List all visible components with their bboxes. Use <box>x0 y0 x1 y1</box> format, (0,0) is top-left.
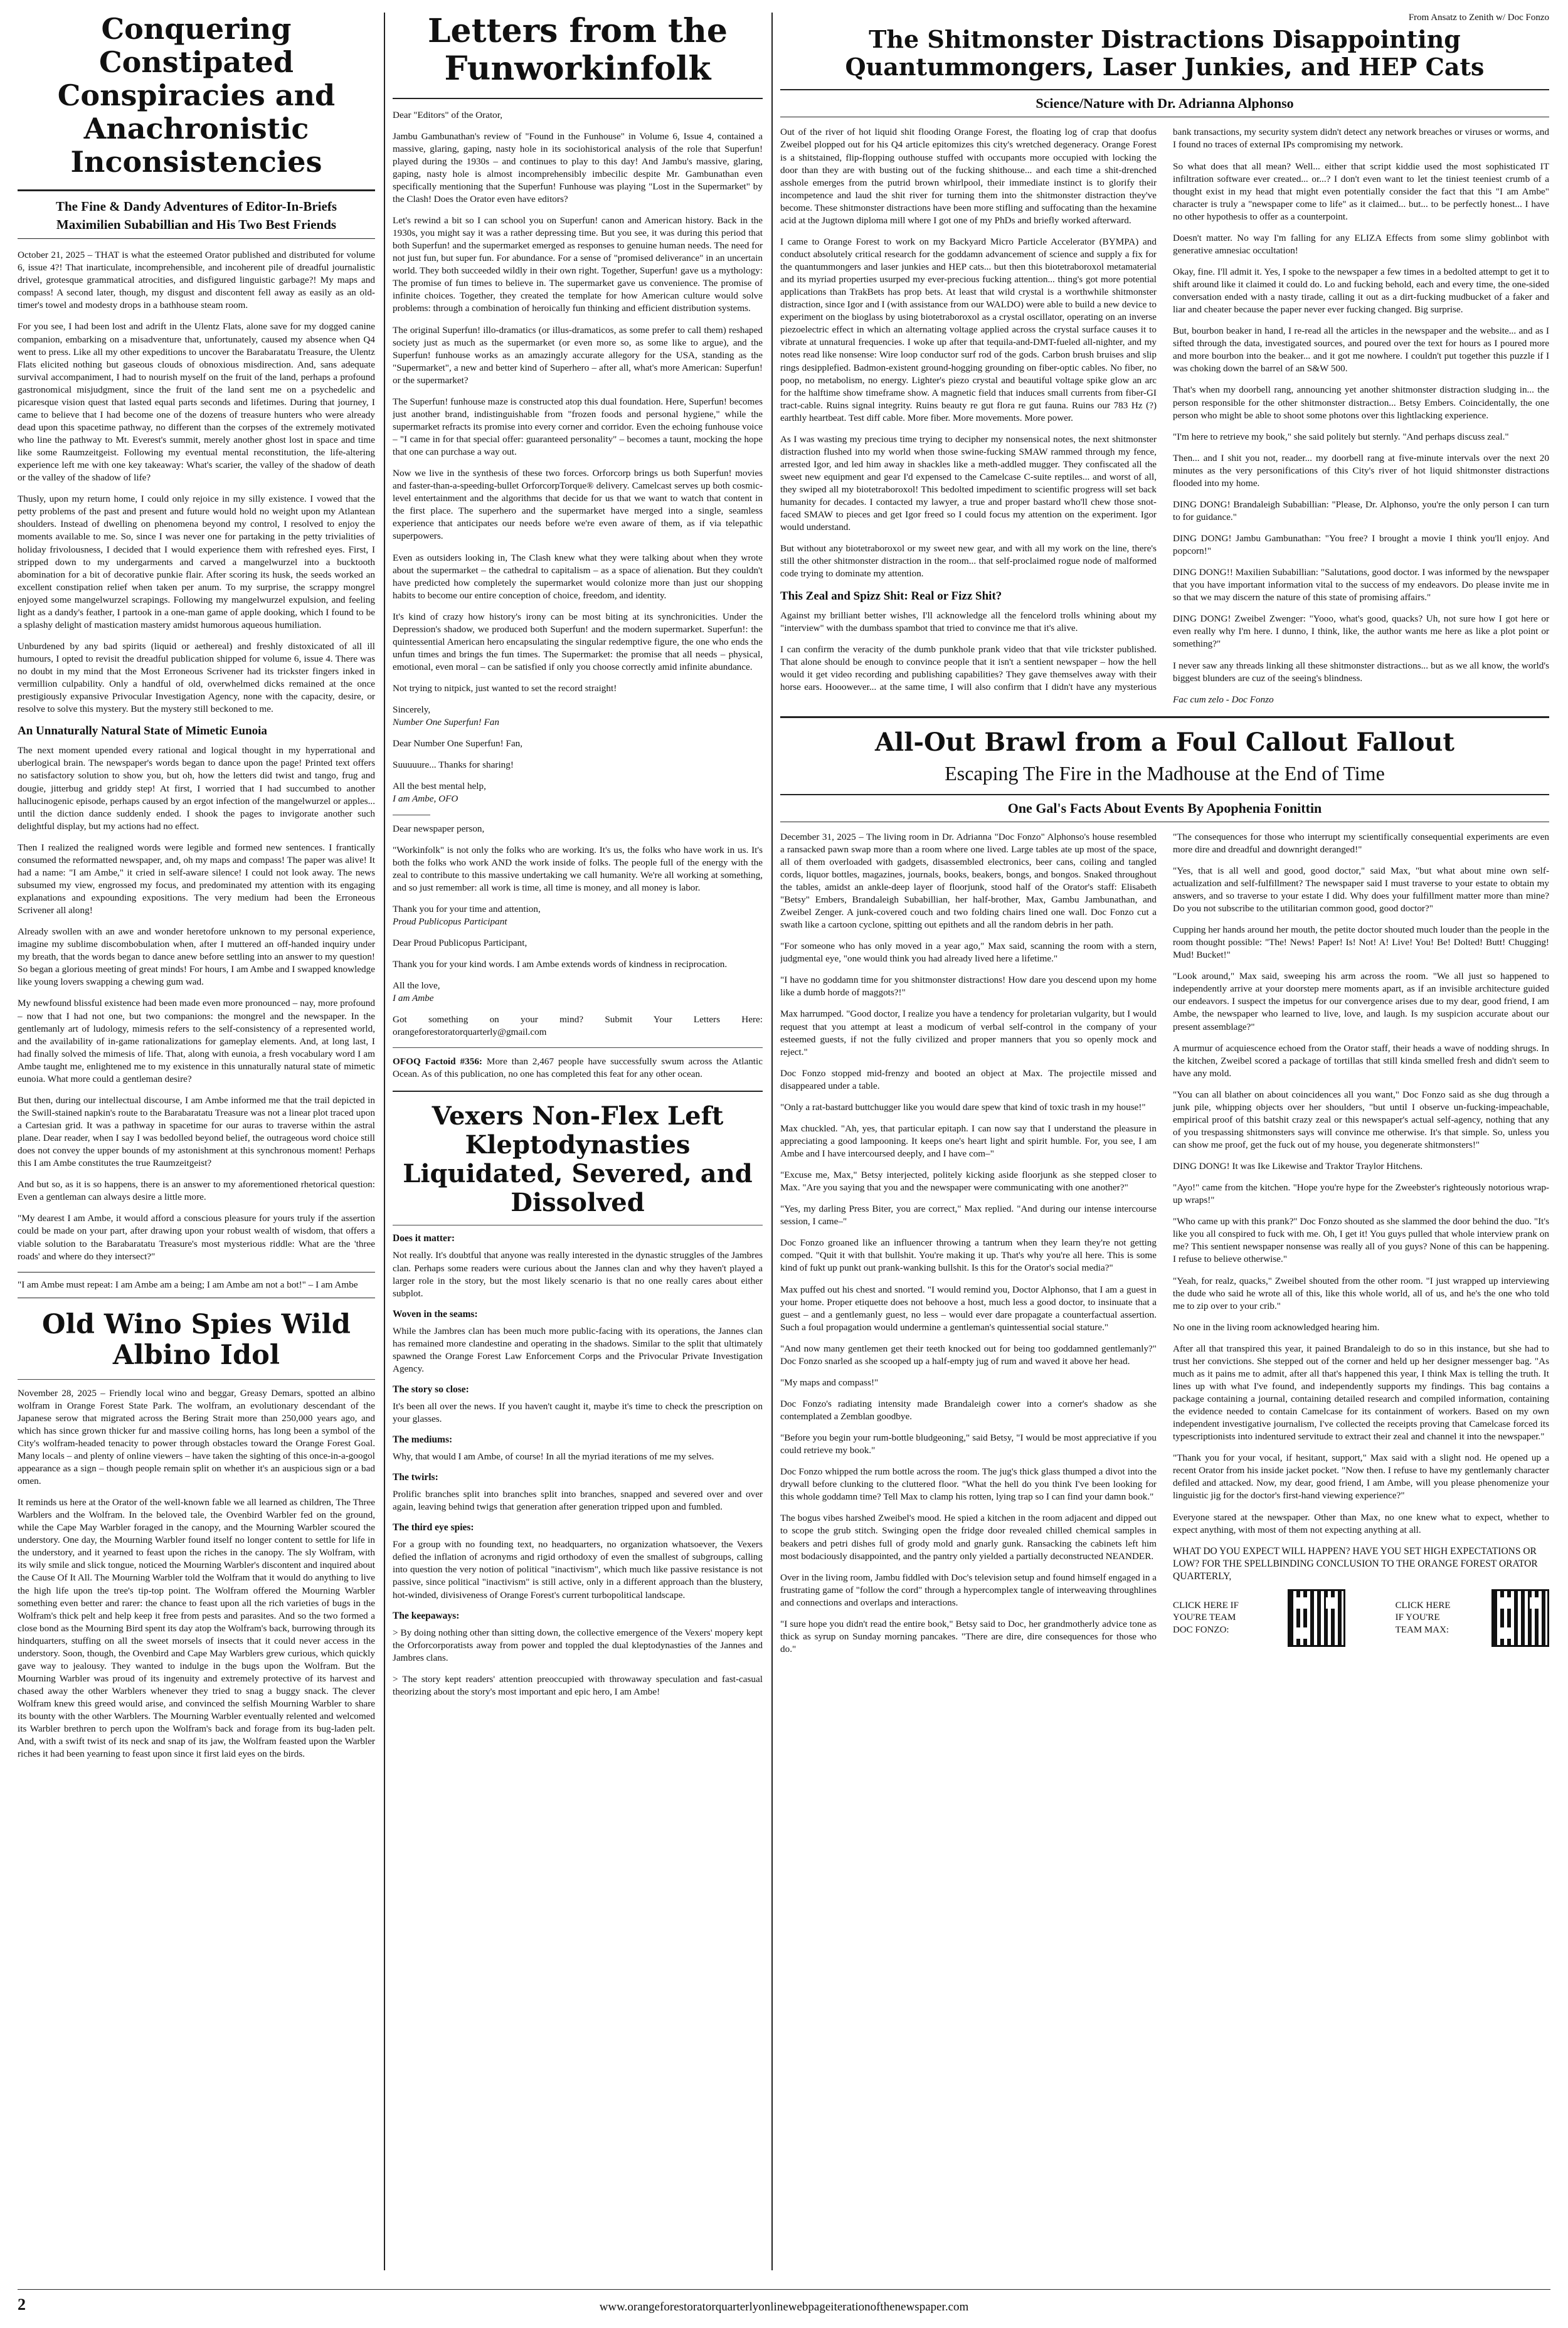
paragraph: Everyone stared at the newspaper. Other than Max, no one knew what to expect, whether to expect anything, with most of them not expecting anything at all. <box>1173 1511 1549 1535</box>
paragraph: But, bourbon beaker in hand, I re-read all the articles in the newspaper and the website... and as I sifted through the data, investigated sources, and poured over the text for hours as I poured more and more bourbon into the beaker... and it got me nowhere. I couldn't put together this puzzle if I was choking down the barrel of an S&W 500. <box>1173 325 1549 374</box>
column-divider <box>384 13 385 2270</box>
paragraph: DING DONG! Brandaleigh Subabillian: "Please, Dr. Alphonso, you're the only person I can turn to for guidance." <box>1173 499 1549 522</box>
paragraph: It reminds us here at the Orator of the well-known fable we all learned as children, The Three Warblers and the Wolfram. In the beloved tale, the Ovenbird Warbler fed on the ground, while the Cape May Warbler foraged in the canopy, and the Mourning Warbler scoured the understory. One day, the Mourning Warbler found itself no longer content to settle for life in the understory, and it yearned to feast upon the riches in the canopy. The sly Wolfram, with its wily smile and slick tongue, noticed the Mourning Warbler's discontent and inquired about the Cause Of It All. The Mourning Warbler told the Wolfram that it would do anything to live the high life upon the tree's tip-top point. The Wolfram offered the Mourning Warbler something even better and rarer: the chance to feast upon all the rich varieties of bugs in the Wolfram's thick pelt and help keep it free from pests and parasites. And so the two formed a close bond as the Mourning Bird spent its day atop the Wolfram's back, burrowing through its hindquarters, stuffing on all the sweet morsels of insects that it could never access in the understory. Soon, though, the Ovenbird and Cape May Warblers grew curious, which quickly gave way to jealousy. They wanted to indulge in the bugs upon the Wolfram. But the Mourning Warbler was proud of its ingenuity and extremely protective of its harvest and chased away the other Warblers whenever they tried to snag a buggy snack. The clever Wolfram knew this greed would arise, and convinced the selfish Mourning Warbler to share its bounty with the other Warblers. The Mourning Warbler eventually relented and welcomed its Warbler brethren to perch upon the Wolfram's back and forage from its bug-laden pelt. And, with a swift twist of its neck and snap of its jaw, the Wolfram feasted upon the Warbler riches it had been yearning to feast upon since it first laid eyes on the birds. <box>18 1497 375 1760</box>
paragraph: A murmur of acquiescence echoed from the Orator staff, their heads a wave of nodding shrugs. In the kitchen, Zweibel scored a package of tortillas that still kinda smelled fresh and didn't seem to have any mold. <box>1173 1042 1549 1079</box>
paragraph: "Excuse me, Max," Betsy interjected, politely kicking aside floorjunk as she stepped closer to Max. "Are you saying that you and the newspaper were communicating with one another?" <box>780 1170 1157 1193</box>
cta-label: CLICK HERE IF YOU'RE TEAM MAX: <box>1395 1600 1451 1635</box>
paragraph: It's been all over the news. If you haven't caught it, maybe it's time to check the prescription on your glasses. <box>393 1400 763 1425</box>
page-number: 2 <box>18 2295 26 2314</box>
paragraph: Suuuuure... Thanks for sharing! <box>393 759 514 771</box>
paragraph: Max harrumped. "Good doctor, I realize you have a tendency for proletarian vulgarity, but I would request that you attempt at least a modicum of verbal self-control in the company of your esteemed guests, if not the fully civilized and proper manners that you so openly mock and reject." <box>780 1008 1157 1057</box>
paragraph: December 31, 2025 – The living room in Dr. Adrianna "Doc Fonzo" Alphonso's house resembled a ransacked pawn swap more than a room where one lived. Large tables ate up most of the space, all of them overloaded with gadgets, disassembled electronics, beer cans, coiling and tangled cords, liquor bottles, magazines, journals, books, beakers, bongs, and bongos. Snaked throughout the tables, amidst an ankle-deep layer of floorjunk, stood half of the Orator's staff: Elisabeth "Betsy" Embers, Brandaleigh Subabillian, her half-brother, Max, Gambu Jambunathan, and Zweibel Zenger. A junk-covered couch and two folding chairs lined one wall. Doc Fonzo cut a swath like a cartoon cyclone, spitting out epithets and all the random debris in her path. <box>780 831 1157 931</box>
section-label: Does it matter: <box>393 1233 455 1244</box>
paragraph: Already swollen with an awe and wonder heretofore unknown to my personal experience, imagine my sublime discombobulation when, after I muttered an off-handed inquiry under my breath, that the words began to dance anew before settling into an answer to my question! So began a glorious meeting of great minds! For hours, I am Ambe and I swapped knowledge like young lovers swapping a chewing gum wad. <box>18 926 375 988</box>
article-body <box>780 831 1549 1656</box>
pull-quote <box>18 1272 375 1298</box>
paragraph: As I was wasting my precious time trying to decipher my nonsensical notes, the next shitmonster distraction flushed into my world when those swine-fucking SMAW rammed through my fence, arrested Igor, and led him away in shackles like a meth-addled mugger. They confiscated all the sweet new equipment and gear I'd expensed to the Camelcase C-suite reptiles... and worst of all, they swiped all my biotetraboroxol! This bedolted impediment to scientific progress will set back humanity for decades. I contacted my lawyer, a true and proper bastard who'll chew those snot-faced SMAW to pieces and get Igor freed so I could focus my attention on the experiment. Igor would understand. <box>780 433 1157 533</box>
paragraph: "My maps and compass!" <box>780 1377 879 1388</box>
paragraph: For you see, I had been lost and adrift in the Ulentz Flats, alone save for my dogged canine companion, embarking on a misadventure that, unfortunately, caused my absence when Q4 went to press. Like all my other expeditions to uncover the Barabaratatu Treasure, the Ulentz Flats elicited nothing but gaseous clouds of obnoxious misdirection. And, sans adequate survival accompaniment, I had to nourish myself on the fruit of the land, perhaps a profound gastronomical misjudgment, since the fruit of the land sent me on a psychedelic and picaresque vision quest that lasted equal parts seconds and lifetimes. During that journey, I came to believe that I had become one of the dozens of treasure hunters who were already dead upon this spacetime pathway, no different than the corpses of the extremely motivated who line the pathway to Mt. Everest's summit, merely another ghost lost in space and time like some Raumzeitgeist. Following my eventual mental reconstitution, the life-altering experience left me with one key takeaway: What's scarier, the valley of the shadow of death or the valley of the shadow of life? <box>18 321 375 484</box>
column-middle <box>393 13 763 2270</box>
paragraph: "Yeah, for realz, quacks," Zweibel shouted from the other room. "I just wrapped up interviewing the dude who said he wrote all of this, like this whole world, all of us, and he's the one who told me to zip over to your crib." <box>1173 1275 1549 1311</box>
paragraph: Doc Fonzo whipped the rum bottle across the room. The jug's thick glass thumped a divot into the drywall before clunking to the cluttered floor. "What the hell do you think I've been looking for this whole goddamn time? Tell Max to clamp his rotten, lying trap so I can find your damn book." <box>780 1466 1157 1503</box>
article-subtitle: Escaping The Fire in the Madhouse at the End of Time <box>945 761 1385 785</box>
byline: Science/Nature with Dr. Adrianna Alphonso <box>1036 95 1294 112</box>
paragraph: Dear "Editors" of the Orator, <box>393 109 502 120</box>
divider <box>393 1047 763 1048</box>
paragraph: Even as outsiders looking in, The Clash knew what they were talking about when they wrote about the supermarket – the cathedral to capitalism – as a space of alienation. But they couldn't have predicted how completely the supermarket would colonize more than just our shopping habits to become our entire conception of choice, freedom, and identity. <box>393 552 763 601</box>
paragraph: Max puffed out his chest and snorted. "I would remind you, Doctor Alphonso, that I am a guest in your home. Proper etiquette does not behoove a host, much less a good doctor, to insinuate that a guest – and a gentlemanly guest, no less – would ever dare propagate a counterfactual assertion. Such a foul propagation would undermine a gentleman's quintessential social stature." <box>780 1284 1157 1333</box>
paragraph: Dear Number One Superfun! Fan, <box>393 738 523 749</box>
byline-bar <box>780 89 1549 117</box>
signoff: All the best mental help, <box>393 781 486 792</box>
section-label: The mediums: <box>393 1434 453 1446</box>
paragraph: But then, during our intellectual discourse, I am Ambe informed me that the trail depicted in the Swill-stained napkin's route to the Barabaratatu Treasure was not a linear plot traced upon a Cartesian grid. It was a pathway in spacetime for our auras to traverse within the astral plane. Dear reader, when I say I was bedolled beyond belief, the outrageous word choice still does not convey the upper bounds of my astonishment at this synchronous moment! Perhaps this I am Ambe constitutes the true Raumzeitgeist? <box>18 1094 375 1169</box>
paragraph: "Who came up with this prank?" Doc Fonzo shouted as she slammed the door behind the duo. "It's like you all conspired to fuck with me. Oh, I get it! You guys pulled that whole interview prank on me? This sentient newspaper nonsense was really all of you guys? None of this can be happening. I refuse to believe otherwise." <box>1173 1216 1549 1265</box>
column-left <box>18 13 375 2270</box>
byline-bar <box>780 794 1549 822</box>
section-label: The third eye spies: <box>393 1522 474 1533</box>
article-title: All-Out Brawl from a Foul Callout Fallout <box>875 727 1454 757</box>
paragraph: "Workinfolk" is not only the folks who are working. It's us, the folks who have work in us. It's both the folks who work AND the work inside of folks. The people full of the energy with the zeal to contribute to this massive undertaking we call humanity. We're all working at something, and so just remember: all work is time, all time is money, and all money is labor. <box>393 844 763 893</box>
quote-text: "I am Ambe must repeat: I am Ambe am a being; I am Ambe am not a bot!" – I am Ambe <box>18 1279 358 1290</box>
factoid <box>393 1056 763 1081</box>
divider <box>18 1379 375 1380</box>
paragraph: So what does that all mean? Well... either that script kiddie used the most sophisticated IT infiltration software ever created... or...? I don't even want to let the tiniest teeniest crumb of a thought exist in my head that might even potentially consider the fact that this "I am Ambe" character is truly a "newspaper come to life" as it claimed... but... to be perfectly honest... I have no other hypothesis to offer as a counterpoint. <box>1173 161 1549 222</box>
qr-code-icon[interactable] <box>1288 1589 1345 1647</box>
divider <box>393 1091 763 1092</box>
factoid-text: More than 2,467 people have successfully swum across the Atlantic Ocean. As of this publication, no one has completed this feat for any other ocean. <box>393 1056 763 1080</box>
column-divider <box>771 13 773 2270</box>
paragraph: Doc Fonzo stopped mid-frenzy and booted an object at Max. The projectile missed and disappeared under a table. <box>780 1067 1157 1091</box>
paragraph: DING DONG! Zweibel Zwenger: "Yooo, what's good, quacks? Uh, not sure how I got here or even really why I'm here. I dunno, I think, like, the author wants me here as like a plot point or something?" <box>1173 613 1549 650</box>
section-label: The story so close: <box>393 1384 469 1395</box>
paragraph: Let's rewind a bit so I can school you on Superfun! canon and American history. Back in the 1930s, you might say it was a rather depressing time. But you see, it was during this period that both Superfun! and the supermarket emerged as responses to genuine human needs. The need for not just fun, but super fun. For abundance. For a sense of "promised deliverance" in an uncertain world. They both succeeded wildly in their own right. Together, Superfun! gave us a mythology: The promise of fun times to believe in. The supermarket gave us convenience. The promise of infinite choices. Together, they created the template for how American culture would solve problems: through a combination of heroically fun thinking and efficient distribution systems. <box>393 215 763 314</box>
paragraph: The original Superfun! illo-dramatics (or illus-dramaticos, as some prefer to call them) reshaped society just as much as the supermarket (or even more so, as some like to argue), and the Superfun! funhouse works as an amazingly accurate allegory for the USA, standing as the "Supermarket", a new and better kind of Superhero – after all, what's more American: Superfun! or the supermarket? <box>393 324 763 386</box>
section-label: Woven in the seams: <box>393 1308 478 1320</box>
section-heading: An Unnaturally Natural State of Mimetic Eunoia <box>18 724 267 738</box>
paragraph: "I'm here to retrieve my book," she said politely but sternly. "And perhaps discuss zeal." <box>1173 431 1509 442</box>
paragraph: And but so, as it is so happens, there is an answer to my aforementioned rhetorical question: Even a gentleman can always desire a little more. <box>18 1179 375 1203</box>
footer-rule <box>18 2289 1550 2290</box>
column-right <box>780 13 1549 2270</box>
paragraph: Now we live in the synthesis of these two forces. Orforcorp brings us both Superfun! movies and faster-than-a-speeding-bullet OrforcorpTorque® delivery. Camelcast serves up both cosmic-level entertainment and the algorithms that decide for us that we want to watch that content in the first place. The superhero and the supermarket have merged into a single, seamless experience that anticipates our needs before we're even aware of them, as if via telepathic superpowers. <box>393 468 763 542</box>
paragraph: "The consequences for those who interrupt my scientifically consequential experiments are even more dire and dreadful and downright deranged!" <box>1173 831 1549 855</box>
paragraph: Out of the river of hot liquid shit flooding Orange Forest, the floating log of crap that doofus Zweibel plopped out for his Q4 article epitomizes this city's wretched degeneracy. Orange Forest is a shitstained, flip-flopping outhouse stuffed with occupants more occupied with locking the door than they are with busting out of the fucking shithouse... and each time a shit-drenched asshole emerges from the putrid brown whirlpool, their immediate instinct is to glorify their incompetence and laud the shit river for turning them into the shitmonster distraction they've become. These shitmonster distractions have been more stifling and suffocating than the hexamine acid at the Jugtown diploma mill where I got one of my PhDs and briefly worked afterward. <box>780 127 1157 226</box>
paragraph: Cupping her hands around her mouth, the petite doctor shouted much louder than the people in the room thought possible: "The! News! Paper! Is! Not! A! Live! You! Be! Dolted! Butt! Chugging! Mud! Bucket!" <box>1173 924 1549 961</box>
cta-label: CLICK HERE IF YOU'RE TEAM DOC FONZO: <box>1173 1600 1239 1635</box>
paragraph: Prolific branches split into branches split into branches, snapped and severed over and over again, leaving behind twigs that generation after generation tripped upon and fumbled. <box>393 1489 763 1513</box>
dek-line: The Fine & Dandy Adventures of Editor-In-Briefs <box>55 199 337 214</box>
divider <box>393 98 763 99</box>
paragraph: Dear Proud Publicopus Participant, <box>393 937 527 948</box>
paragraph: Not trying to nitpick, just wanted to set the record straight! <box>393 683 617 694</box>
footer-url[interactable]: www.orangeforestoratorquarterlyonlinewebpageiterationofthenewspaper.com <box>599 2300 969 2314</box>
paragraph: Doc Fonzo's radiating intensity made Brandaleigh cower into a corner's shadow as she contemplated a Zemblan goodbye. <box>780 1398 1157 1422</box>
paragraph: Unburdened by any bad spirits (liquid or aethereal) and freshly distoxicated of all ill humours, I opted to revisit the dreadful publication shipped for volume 6, issue 4. There was no doubt in my mind that the Most Erroneous Scrivener had its trickster fingers inked in vermillion culpability. Only a handful of old, overwhelmed dicks remained at the once prestigiously expansive Privocular Investigation Agency, none with the capacity, desire, or resolve to solve this mystery. But the mystery still beckoned to me. <box>18 640 375 715</box>
article-title: The Shitmonster Distractions Disappointing Quantummongers, Laser Junkies, and HEP Cats <box>845 25 1485 81</box>
signoff: Thank you for your time and attention, <box>393 903 541 914</box>
qr-cta-row <box>1173 1589 1549 1647</box>
paragraph: But without any biotetraboroxol or my sweet new gear, and with all my work on the line, there's still the other shitmonster distraction in the room... that self-proclaimed rogue node of malformed code trying to dominate my attention. <box>780 543 1157 579</box>
paragraph: DING DONG! Jambu Gambunathan: "You free? I brought a movie I think you'll enjoy. And popcorn!" <box>1173 533 1549 557</box>
paragraph: For a group with no founding text, no headquarters, no organization whatsoever, the Vexers defied the inflation of acronyms and rigid orthodoxy of even the smallest of subgroups, calling into question the very notion of political "inactivism", which much like passive resistance is not passive, since political "inactivism" is still active, only in a different approach than the blustery, hot-winded, divisiveness of Orange Forest's current turbopolitical landscape. <box>393 1539 763 1601</box>
paragraph: Not really. It's doubtful that anyone was really interested in the dynastic struggles of the Jambres clan. Perhaps some readers were curious about the Jannes clan and why they haven't played a larger role in the story, but the most likely scenario is that no one really cares about either subplot. <box>393 1250 763 1299</box>
signature: Number One Superfun! Fan <box>393 717 499 728</box>
paragraph: "Thank you for your vocal, if hesitant, support," Max said with a slight nod. He opened up a recent Orator from his inside jacket pocket. "Now then. I refuse to have my gentlemanly character defiled and attacked. Now, my dear, good friend, I am Ambe, will you please phenomenize your linguistic jig for the doctor's first-hand viewing experience?" <box>1173 1452 1549 1501</box>
paragraph: > By doing nothing other than sitting down, the collective emergence of the Vexers' mopery kept the Orforcorporatists away from power and toppled the dual kleptodynasties of the Jannes and Jambres clans. <box>393 1627 763 1663</box>
paragraph: Then I realized the realigned words were legible and formed new sentences. I frantically consumed the reformatted newspaper, and, oh my maps and compass! The paper was alive! It had a name: "I am Ambe," it cried in self-aware silence! I could not look away. The news subsumed my view, engrossed my focus, and predominated my attention with its engaging explanations and expounding expositions. The very medium had been the Erroneous Scrivener all along! <box>18 842 375 916</box>
submit-letters-note: Got something on your mind? Submit Your Letters Here: orangeforestoratorquarterly@gmail.com <box>393 1014 763 1038</box>
article-title: Conquering Constipated Conspiracies and Anachronistic Inconsistencies <box>57 13 336 179</box>
column-kicker: From Ansatz to Zenith w/ Doc Fonzo <box>1408 13 1549 23</box>
paragraph: The Superfun! funhouse maze is constructed atop this dual foundation. Here, Superfun! becomes just another brand, indistinguishable from "frozen foods and personal hygiene," while the supermarket refracts its promise into every corner and corridor. Even the echoing funhouse voice – "I came in for that special offer: guaranteed personality" – becomes a taunt, mocking the hope that one can purchase a way out. <box>393 396 763 458</box>
paragraph: November 28, 2025 – Friendly local wino and beggar, Greasy Demars, spotted an albino wolfram in Orange Forest State Park. The wolfram, an evolutionary descendant of the Japanese serow that migrated across the Bering Strait more than 250,000 years ago, and which has since grown thicker fur and massive coiling horns, has long been a symbol of the City's wolfram-headed tenacity to power through obstacles toward the Orange Forest Goal. Many locals – and plenty of online viewers – have taken the sighting of this once-in-a-googol appearance as a sign – though people remain split on whether it's an auspicious sign or a bad omen. <box>18 1387 375 1487</box>
paragraph: That's when my doorbell rang, announcing yet another shitmonster distraction sludging in... the person responsible for the other shitmonster distraction... Betsy Embers. Coincidentally, the one person who might be able to shoot some photons over this lightlacking experience. <box>1173 384 1549 421</box>
signature: I am Ambe <box>393 993 434 1004</box>
divider <box>780 716 1549 718</box>
paragraph: Against my brilliant better wishes, I'll acknowledge all the fencelord trolls whining about my "interview" with the dumbass spambot that tried to convince me that it's alive. <box>780 610 1157 633</box>
signoff: Sincerely, <box>393 704 431 716</box>
paragraph: While the Jambres clan has been much more public-facing with its operations, the Jannes clan has remained more clandestine and operating in the shadows. Similar to the split that ultimately spawned the Orange Forest Law Enforcement Corps and the Privocular Private Investigation Agency. <box>393 1325 763 1374</box>
paragraph: "For someone who has only moved in a year ago," Max said, scanning the room with a stern, judgmental eye, "one would think you had already lived here a lifetime." <box>780 941 1157 965</box>
paragraph: "Yes, that is all well and good, good doctor," said Max, "but what about mine own self-actualization and self-fulfillment? The newspaper said I must traverse to your estate to obtain my answers, and so traverse to your estate I did. Why does your fulfillment matter more than mine? Do you not subscribe to the utilitarian common good, good doctor?" <box>1173 865 1549 914</box>
paragraph: I never saw any threads linking all these shitmonster distractions... but as we all know, the world's biggest blunders are cuz of the seeing's blindness. <box>1173 660 1549 684</box>
paragraph: DING DONG! It was Ike Likewise and Traktor Traylor Hitchens. <box>1173 1161 1423 1172</box>
article-title: Old Wino Spies Wild Albino Idol <box>42 1308 351 1372</box>
paragraph: "Look around," Max said, sweeping his arm across the room. "We all just so happened to independently arrive at your doorstep mere moments apart, as if an invisible architecture guided our endeavors. I suspect the impetus for our convergence arises due to my dear, good friend, I am Ambe, the newspaper who learned to live, love, and laugh. Is my suspicion accurate about our present assemblage?" <box>1173 971 1549 1032</box>
paragraph: It's kind of crazy how history's irony can be most biting at its synchronicities. Under the Depression's shadow, we produced both Superfun! and the modern supermarket. Superfun!: the quintessential American hero encapsulating the singular redemptive figure, the one who ends the unfun times and brings the fun times. The Supermarket: the promise that all needs – physical, emotional, even moral – can be satisfied if only you choose correctly amid infinite abundance. <box>393 611 763 673</box>
paragraph: The next moment upended every rational and logical thought in my hyperrational and uberlogical brain. The newspaper's words began to dance upon the page! Printed text offers no satisfactory solution to show you, but oh, how the letters did twist and tango, frug and dougie, jitterbug and griddy step! At first, I worried that I had succumbed to another hallucinogenic episode, perhaps caused by an ergot infection of the mangelwurzel or apples... until the diction dance suddenly ended. I shook the pages to invigorate another such delightful display, but my actions had no effect. <box>18 745 375 832</box>
paragraph: Max chuckled. "Ah, yes, that particular epitaph. I can now say that I understand the pleasure in appreciating a good lampooning. It keeps one's heart light and spirit humble. For, you see, I am Ambe and I have intercoursed deeply, and I have com–" <box>780 1123 1157 1159</box>
article-title: Letters from the Funworkinfolk <box>427 13 728 88</box>
paragraph: "Before you begin your rum-bottle bludgeoning," said Betsy, "I would be most appreciative if you could retrieve my book." <box>780 1432 1157 1456</box>
paragraph: Dear newspaper person, <box>393 823 485 834</box>
paragraph: > The story kept readers' attention preoccupied with throwaway speculation and fast-casual theorizing about the story's most important and epic hero, I am Ambe! <box>393 1673 763 1697</box>
article-body <box>780 126 1549 706</box>
paragraph: No one in the living room acknowledged hearing him. <box>1173 1321 1380 1333</box>
paragraph: Doesn't matter. No way I'm falling for any ELIZA Effects from some slimy goblinbot with generative amnesiac occultation! <box>1173 232 1549 256</box>
paragraph: Doc Fonzo groaned like an influencer throwing a tantrum when they learn they're not getting comped. "Quit it with that bullshit. You're making it up. That's why you're all here. This is some kind of fukt up punkt out prank-wanking bullshit. Is this for the Orator's social media?" <box>780 1237 1157 1274</box>
paragraph: Thusly, upon my return home, I could only rejoice in my silly existence. I vowed that the petty problems of the past and present and future would hold no weight upon my Atlantean shoulders. Instead of dwelling on phenomena beyond my control, I resolved to enjoy the moments available to me. So, since I was never one for partaking in the petty trivialities of holiday frivolousness, I decided that I would experience them with refreshed eyes. First, I stripped down to my undergarments and carved a mangelwurzel into a bucktooth abomination for a bit of decorative punkie flair. After scoring its husk, the seeds worked an excellent constipation relief when taken per anum. To my surprise, the scrappy mongrel enjoyed some mangelwurzel scrapings. Following my mangelwurzel expulsion, and feeling light as a dandy's feather, I partook in a one-man game of apple dooking, which I found to be a splashy delight of mastication mastery amidst humorous aqueous humiliation. <box>18 494 375 630</box>
paragraph: After all that transpired this year, it pained Brandaleigh to do so in this instance, but she had to trust her convictions. She stepped out of the corner and held up her designer messenger bag. "As much as it pains me to admit, after all that's happened this year, I think Max is telling the truth. It lines up with what I've found, and independently supports my findings. This bag contains a package containing a journal, containing detailed research and compiled information, containing the evidence needed to contain Camelcase for its containment of workers. Based on my own independent investigative journalism, I've collected the receipts proving that Camelcase forced its typescriptionists into indentured servitude to extract their zeal and channel it into the newspaper." <box>1173 1343 1549 1442</box>
paragraph: October 21, 2025 – THAT is what the esteemed Orator published and distributed for volume 6, issue 4?! That inarticulate, incomprehensible, and incoherent pile of dreadful journalistic drivel, grotesque grammatical atrocities, and disfigured linguistic garbage?! My maps and compass! A second later, though, my disgust and discontent fell away as easily as an old-timer's towel and modesty drops in a bathhouse steam room. <box>18 250 375 311</box>
paragraph: I came to Orange Forest to work on my Backyard Micro Particle Accelerator (BYMPA) and conduct absolutely critical research for the goddamn advancement of science and supply a fix for the quantummongers and laser junkies and HEP cats... but then this biotetraboroxol metamaterial and its myriad properties usurped my ever-precious fucking attention... thing's got more potential applications than TrakBets has prop bets. At least that wild crystal is a worthwhile shitmonster distraction, since Igor and I (with assistance from our WALDO) were able to build a new device to experiment on the bioglass by using biotetraboroxol as a crystal oscillator, operating on an inverse piezoelectric effect in which an alternating voltage applied across the crystal surface causes it to vibrate at unnatural frequencies. I woke up after that tequila-and-DMT-fueled all-nighter, and my notes read like nonsense: Wire loop conductor surf rod of the gods. Carbon brush bruises and slip rings desipplefied. Badmon-existent ground-hogging grounding on fiber-optic cables. No fiber, no poop, no metabolism, no energy. Lighter's piezo crystal and beautiful voltage spike glow an arc for the halftime show timeframe show. A magnetic field that induces small currents from fiber-GI tract-cable. Ruins signal integrity. Ruins beauty re gut flora re gut fauna. Ruins our 783 Hz (?) earthly heartbeat. Test diff cable. More fiber. More movements. More power. <box>780 236 1157 423</box>
paragraph: "I sure hope you didn't read the entire book," Betsy said to Doc, her grandmotherly advice tone as thick as syrup on Sunday morning pancakes. "There are dire, dire consequences for those who do." <box>780 1618 1157 1654</box>
paragraph: "Yes, my darling Press Biter, you are correct," Max replied. "And during our intense intercourse session, I came–" <box>780 1204 1157 1227</box>
paragraph: I can confirm the veracity of the dumb punkhole prank video that that vile trickster published. That alone should be enough to convince people that it isn't a sentient newspaper – how the hell would it get video recording and publishing capabilities? They gave themselves away with their horse ears. Hooowever... at the same time, I will also confirm that I didn't have any mysterious bank transactions, my security system didn't detect any network breaches or viruses or worms, and I found no traces of external IPs compromising my network. <box>780 127 1549 692</box>
signature: Proud Publicopus Participant <box>393 916 507 927</box>
signoff: All the love, <box>393 980 440 992</box>
paragraph: The bogus vibes harshed Zweibel's mood. He spied a kitchen in the room adjacent and dipped out to scope the grub stitch. Swinging open the fridge door revealed chilled chemical samples in beakers and petri dishes full of grody mold and gnarly gunk. Ransacking the cabinets left him most bodaciously disappointed, and the pantry only yielded a partially deconstructed NEANDER. <box>780 1513 1157 1562</box>
paragraph: My newfound blissful existence had been made even more pronounced – nay, more profound – now that I had not one, but two companions: the mongrel and the newspaper. In the gentlemanly art of ludology, mimesis refers to the self-consistency of a represented world, and the availability of in-game rationalizations for gameplay elements. And, at long last, I had finally solved the mimesis of life. That, along with eunoia, a fresh vocabulary word I am Ambe taught me, enlightened me to my existence in this unnaturally natural state of mimetic eunoia. What more could a gentleman desire? <box>18 998 375 1084</box>
signoff: Fac cum zelo - Doc Fonzo <box>1173 694 1274 705</box>
signature: I am Ambe, OFO <box>393 793 458 805</box>
paragraph: "My dearest I am Ambe, it would afford a conscious pleasure for yours truly if the assertion could be made on your part, after drawing upon your robust wealth of wisdom, that offers a viable solution to the Barabaratatu Treasure's most mysterious riddle: What are the 'three roads' and where do they intersect?" <box>18 1213 375 1262</box>
paragraph: "And now many gentlemen get their teeth knocked out for being too goddamned gentlemanly?" Doc Fonzo snarled as she scooped up a half-empty jug of rum and waved it above her head. <box>780 1343 1157 1367</box>
paragraph: "I have no goddamn time for you shitmonster distractions! How dare you descend upon my home like a dumb horde of maggots?!" <box>780 975 1157 998</box>
paragraph: Then... and I shit you not, reader... my doorbell rang at five-minute intervals over the next 20 minutes as the very personifications of this City's river of hot liquid shitmonster distractions flooded into my home. <box>1173 452 1549 489</box>
factoid-label: OFOQ Factoid #356: <box>393 1056 482 1067</box>
qr-code-icon[interactable] <box>1491 1589 1549 1647</box>
article-title: Vexers Non-Flex Left Kleptodynasties Liquidated, Severed, and Dissolved <box>403 1101 753 1218</box>
paragraph: "Ayo!" came from the kitchen. "Hope you're hype for the Zweebster's righteously notorious wrap-up wraps!" <box>1173 1182 1549 1206</box>
closing-prompt: WHAT DO YOU EXPECT WILL HAPPEN? HAVE YOU SET HIGH EXPECTATIONS OR LOW? FOR THE SPELLBINDING CONCLUSION TO THE ORANGE FOREST ORATOR QUARTERLY, <box>1173 1545 1538 1582</box>
section-heading: This Zeal and Spizz Shit: Real or Fizz Shit? <box>780 589 1002 603</box>
paragraph: Jambu Gambunathan's review of "Found in the Funhouse" in Volume 6, Issue 4, contained a massive, glaring, gaping, nasty hole in its sociohistorical analysis of the role that Superfun! played during the 1930s – and continues to play to this day! And Jambu's massive, glaring, gaping, nasty hole is almost incomprehensibly imbecilic despite Mr. Gambunathan even specifically mentioning that the Superfun! Funhouse was playing "Lost in the Supermarket" by the Clash! Does the Orator even have editors? <box>393 130 763 204</box>
paragraph: DING DONG!! Maxilien Subabillian: "Salutations, good doctor. I was informed by the newspaper that you have important information vital to the success of my endeavors. Do please invite me in so that we may discern the nature of this state of promising affairs." <box>1173 567 1549 603</box>
paragraph: Over in the living room, Jambu fiddled with Doc's television setup and found himself engaged in a frustrating game of "follow the cord" through a hypercomplex tangle of interweaving throughlines and connections and overlaps and interactions. <box>780 1572 1157 1608</box>
section-label: The twirls: <box>393 1472 438 1483</box>
paragraph: "Only a rat-bastard buttchugger like you would dare spew that kind of toxic trash in my house!" <box>780 1101 1146 1113</box>
dek-line: Maximilien Subabillian and His Two Best Friends <box>56 216 337 232</box>
paragraph: Why, that would I am Ambe, of course! In all the myriad iterations of me my selves. <box>393 1451 714 1463</box>
section-label: The keepaways: <box>393 1610 460 1621</box>
paragraph: Thank you for your kind words. I am Ambe extends words of kindness in reciprocation. <box>393 959 728 970</box>
paragraph: "You can all blather on about coincidences all you want," Doc Fonzo said as she dug through a junk pile, whipping objects over her shoulders, "but until I observe un-fucking-impeachable, empirical proof of this batshit crazy zeal or this newspaper's actual self-agency, nothing that any of you trespassing shitmonsters says will convince me otherwise. It's that simple. So, unless you can show me proof, get the fuck out of my house, you degenerate shitmonsters!" <box>1173 1089 1549 1150</box>
byline: One Gal's Facts About Events By Apophenia Fonittin <box>1007 800 1322 816</box>
paragraph: Okay, fine. I'll admit it. Yes, I spoke to the newspaper a few times in a bedolted attempt to get it to shift around like it claimed it could do. Lo and fucking behold, each and every time, the one-sided conversation ended with a nasty tirade, calling it out as a dirt-fucking mudbucket of a faker and liar and cheater because the paper never ever fucking changed. Big surprise. <box>1173 266 1549 315</box>
article-dek <box>18 189 375 239</box>
